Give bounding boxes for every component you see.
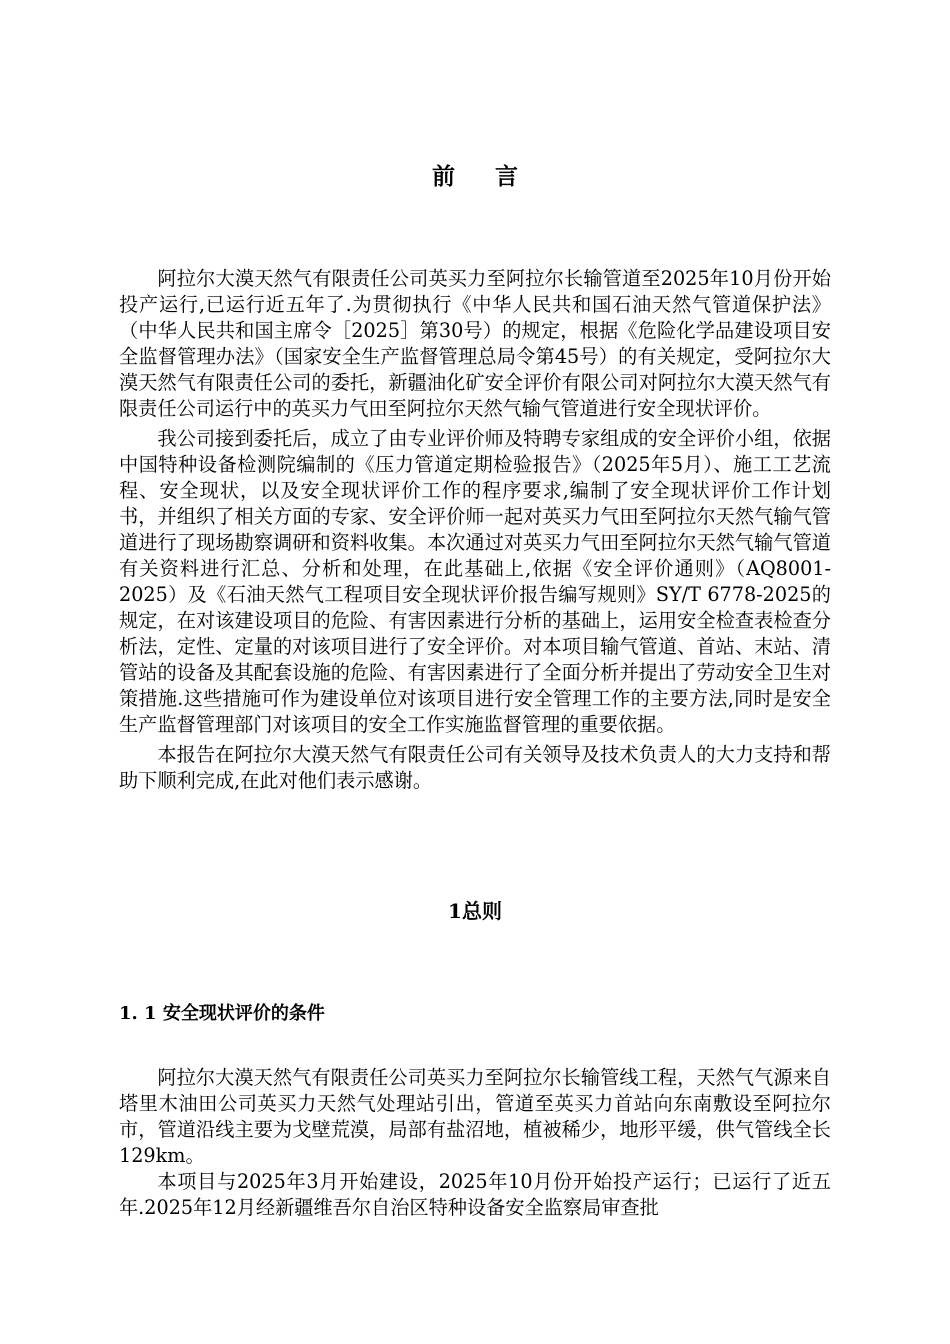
section-paragraph-1: 阿拉尔大漠天然气有限责任公司英买力至阿拉尔长输管线工程，天然气气源来自塔里木油田公司英买力天然气处理站引出，管道至英买力首站向东南敷设至阿拉尔市，管道沿线主要为戈壁荒漠，局部有盐沼地，植被稀少，地形平缓，供气管线全长129km。 bbox=[119, 1066, 831, 1167]
chapter-title: 1总则 bbox=[448, 899, 502, 923]
preface-body bbox=[119, 266, 831, 794]
preface-paragraph-2: 我公司接到委托后，成立了由专业评价师及特聘专家组成的安全评价小组，依据中国特种设备检测院编制的《压力管道定期检验报告》（2025年5月）、施工工艺流程、安全现状，以及安全现状评价工作的程序要求,编制了安全现状评价工作计划书，并组织了相关方面的专家、安全评价师一起对英买力气田至阿拉尔天然气输气管道进行了现场勘察调研和资料收集。本次通过对英买力气田至阿拉尔天然气输气管道有关资料进行汇总、分析和处理，在此基础上,依据《安全评价通则》（AQ8001-2025）及《石油天然气工程项目安全现状评价报告编写规则》SY/T 6778-2025的规定，在对该建设项目的危险、有害因素进行分析的基础上，运用安全检查表检查分析法，定性、定量的对该项目进行了安全评价。对本项目输气管道、首站、末站、清管站的设备及其配套设施的危险、有害因素进行了全面分析并提出了劳动安全卫生对策措施.这些措施可作为建设单位对该项目进行安全管理工作的主要方法,同时是安全生产监督管理部门对该项目的安全工作实施监督管理的重要依据。 bbox=[119, 427, 831, 736]
preface-title: 前言 bbox=[432, 163, 558, 190]
section-paragraph-2: 本项目与2025年3月开始建设，2025年10月份开始投产运行；已运行了近五年.2025年12月经新疆维吾尔自治区特种设备安全监察局审查批 bbox=[119, 1170, 831, 1219]
section-body bbox=[119, 1065, 831, 1221]
preface-paragraph-3: 本报告在阿拉尔大漠天然气有限责任公司有关领导及技术负责人的大力支持和帮助下顺利完成,在此对他们表示感谢。 bbox=[119, 743, 831, 792]
preface-paragraph-1: 阿拉尔大漠天然气有限责任公司英买力至阿拉尔长输管道至2025年10月份开始投产运行,已运行近五年了.为贯彻执行《中华人民共和国石油天然气管道保护法》（中华人民共和国主席令［2025］第30号）的规定，根据《危险化学品建设项目安全监督管理办法》（国家安全生产监督管理总局令第45号）的有关规定，受阿拉尔大漠天然气有限责任公司的委托，新疆油化矿安全评价有限公司对阿拉尔大漠天然气有限责任公司运行中的英买力气田至阿拉尔天然气输气管道进行安全现状评价。 bbox=[119, 267, 831, 420]
section-title: 1. 1 安全现状评价的条件 bbox=[119, 1003, 325, 1024]
